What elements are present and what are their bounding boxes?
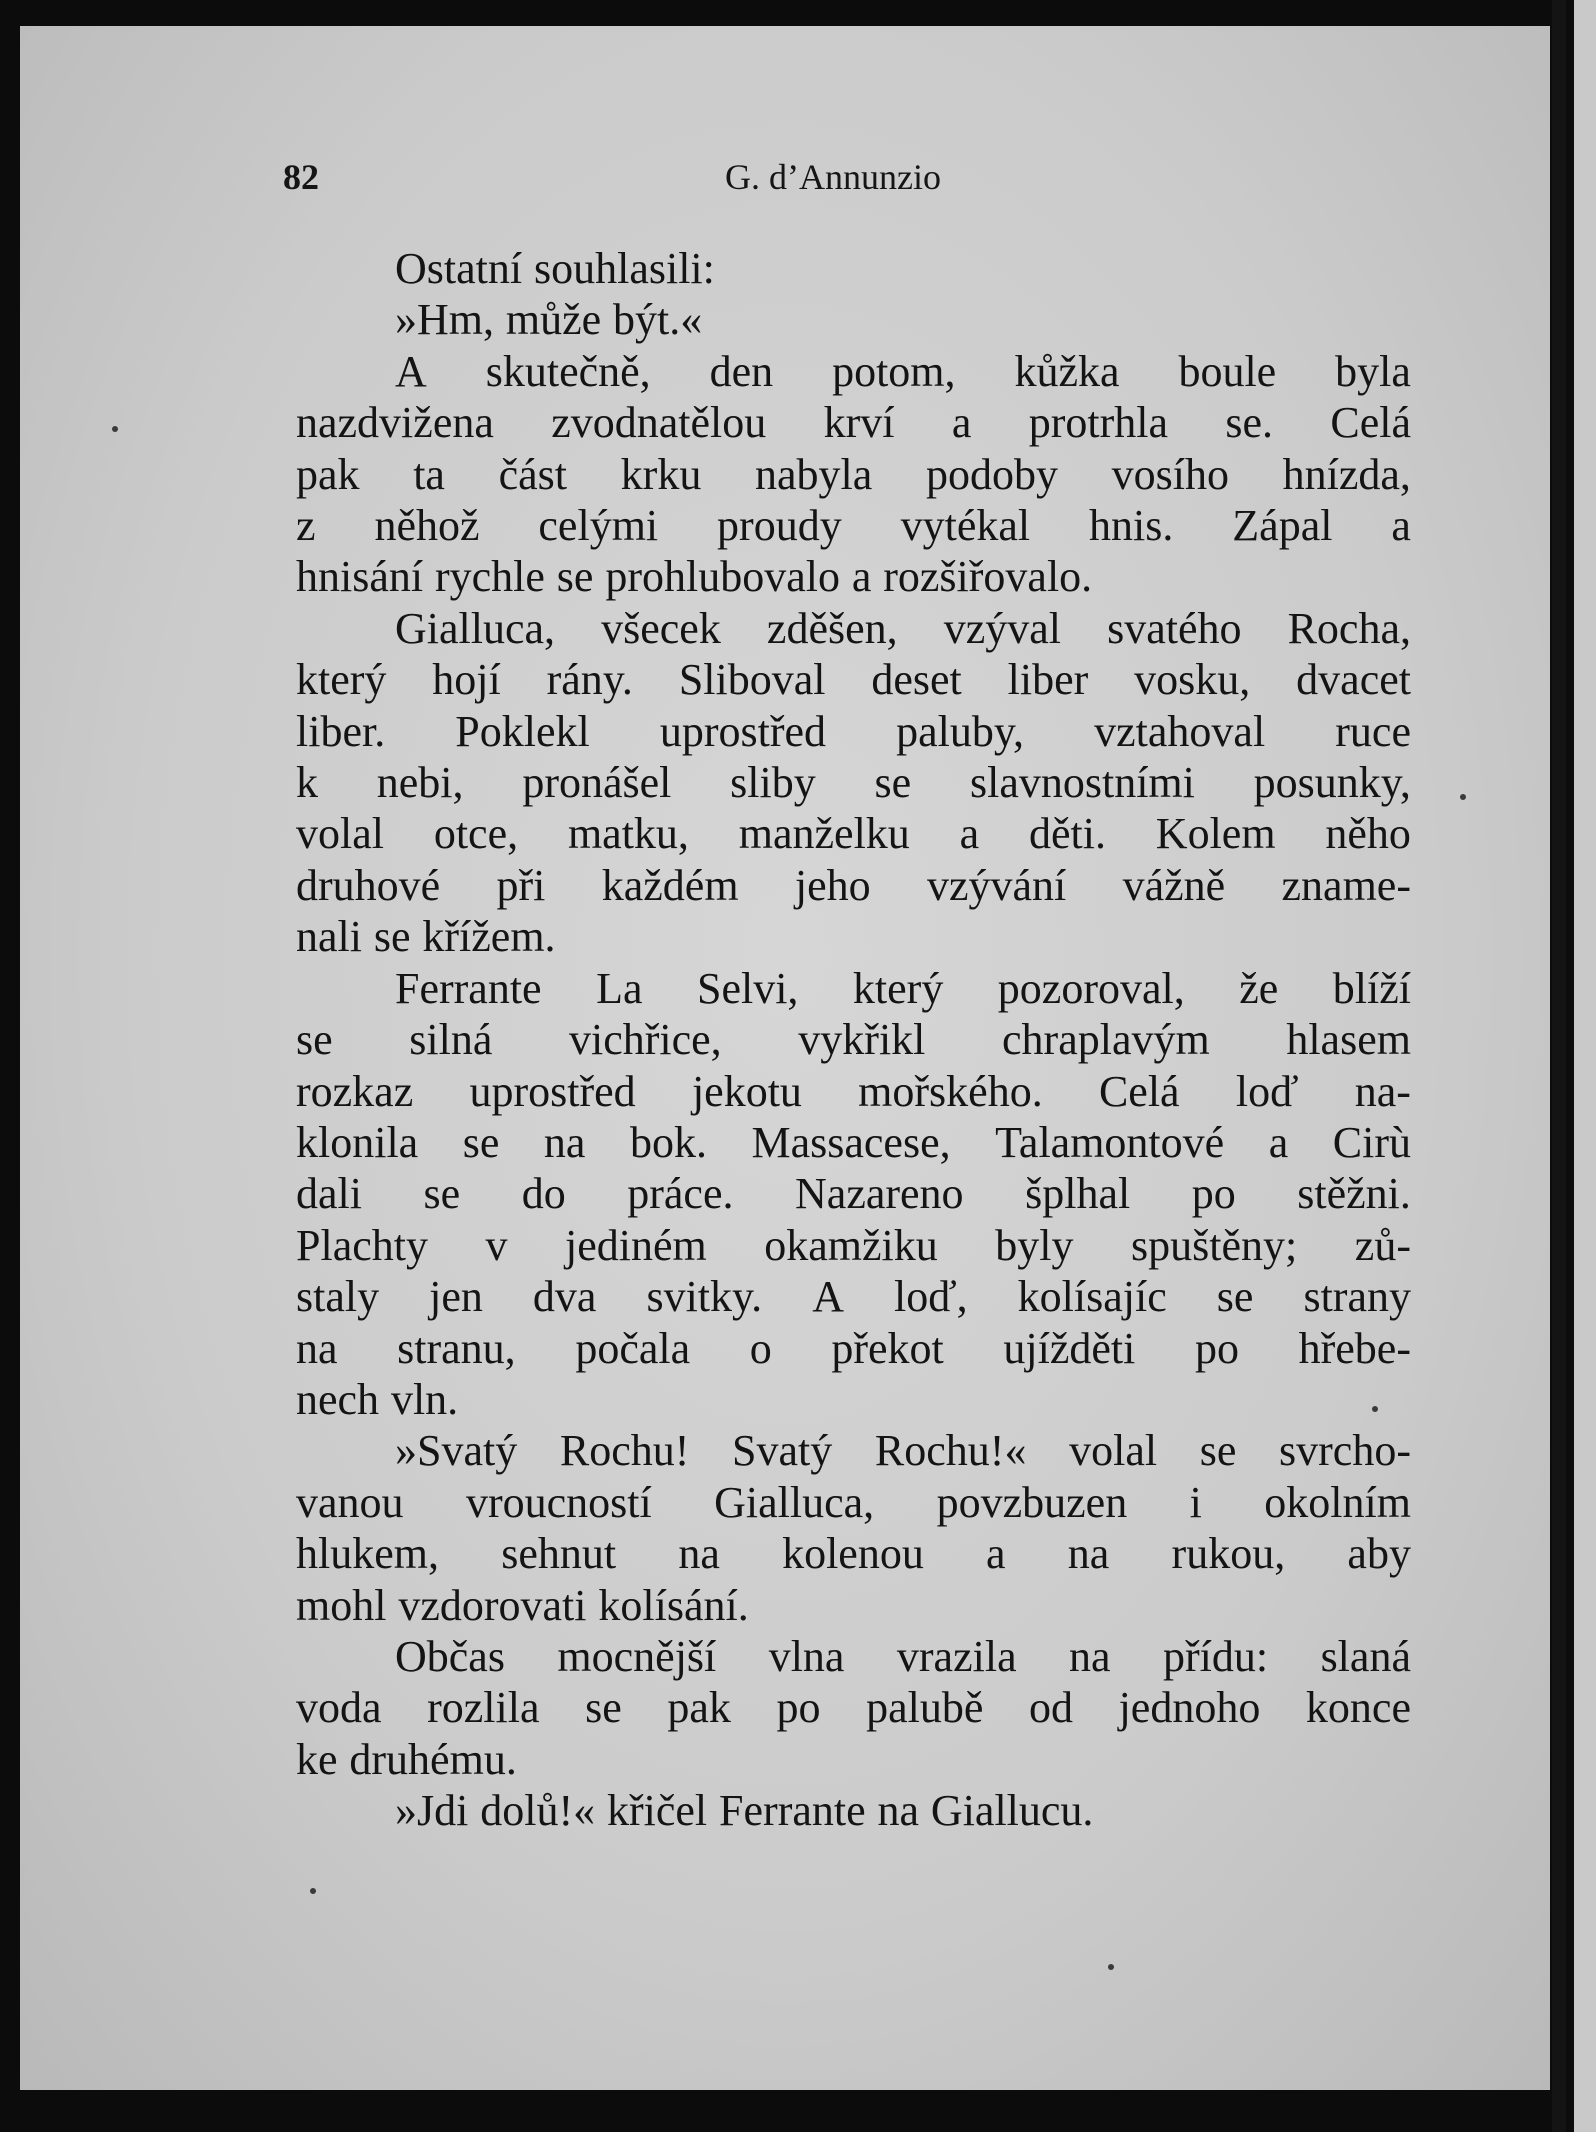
text-line: A skutečně, den potom, kůžka boule byla — [395, 346, 1411, 396]
paper-speck — [1108, 1964, 1114, 1970]
next-page-edge — [1574, 0, 1596, 2132]
text-line: voda rozlila se pak po palubě od jednoho konce — [296, 1683, 1411, 1733]
text-line: na stranu, počala o překot ujížděti po hřebe- — [296, 1323, 1411, 1373]
running-head: G. d’Annunzio — [725, 157, 941, 197]
text-line: nech vln. — [296, 1374, 459, 1424]
text-line: volal otce, matku, manželku a děti. Kolem něho — [296, 809, 1411, 859]
text-line: »Hm, může být.« — [395, 295, 703, 345]
text-line: mohl vzdorovati kolísání. — [296, 1580, 749, 1630]
text-line: nali se křížem. — [296, 912, 556, 962]
paper-speck — [1460, 794, 1466, 800]
text-line: »Jdi dolů!« křičel Ferrante na Giallucu. — [395, 1786, 1094, 1836]
text-line: dali se do práce. Nazareno šplhal po stěžni. — [296, 1169, 1411, 1219]
text-line: vanou vroucností Gialluca, povzbuzen i okolním — [296, 1477, 1411, 1527]
text-line: ke druhému. — [296, 1734, 517, 1784]
paper-speck — [112, 426, 118, 432]
text-line: k nebi, pronášel sliby se slavnostními posunky, — [296, 758, 1411, 808]
text-line: klonila se na bok. Massacese, Talamontové a Cirù — [296, 1117, 1411, 1167]
text-line: staly jen dva svitky. A loď, kolísajíc se strany — [296, 1272, 1411, 1322]
text-line: pak ta část krku nabyla podoby vosího hnízda, — [296, 449, 1411, 499]
text-line: z něhož celými proudy vytékal hnis. Zápal a — [296, 501, 1411, 551]
text-line: nazdvižena zvodnatělou krví a protrhla se. Celá — [296, 398, 1411, 448]
page-edge-shadow — [1552, 0, 1566, 2132]
text-line: se silná vichřice, vykřikl chraplavým hlasem — [296, 1015, 1411, 1065]
body-text — [296, 243, 1411, 1837]
text-line: Občas mocnější vlna vrazila na přídu: slaná — [395, 1631, 1411, 1681]
text-line: hnisání rychle se prohlubovalo a rozšiřovalo. — [296, 552, 1093, 602]
paper-speck — [310, 1888, 316, 1894]
text-line: rozkaz uprostřed jekotu mořského. Celá loď na- — [296, 1066, 1411, 1116]
text-line: »Svatý Rochu! Svatý Rochu!« volal se svrcho- — [395, 1426, 1411, 1476]
text-line: Ferrante La Selvi, který pozoroval, že blíží — [395, 963, 1411, 1013]
text-line: Plachty v jediném okamžiku byly spuštěny; zů- — [296, 1220, 1411, 1270]
text-line: druhové při každém jeho vzývání vážně zname- — [296, 860, 1411, 910]
text-line: který hojí rány. Sliboval deset liber vosku, dvacet — [296, 655, 1411, 705]
text-line: liber. Poklekl uprostřed paluby, vztahoval ruce — [296, 706, 1411, 756]
page-number: 82 — [283, 157, 319, 197]
text-line: hlukem, sehnut na kolenou a na rukou, aby — [296, 1529, 1411, 1579]
text-line: Ostatní souhlasili: — [395, 244, 715, 293]
text-line: Gialluca, všecek zděšen, vzýval svatého Rocha, — [395, 603, 1411, 653]
